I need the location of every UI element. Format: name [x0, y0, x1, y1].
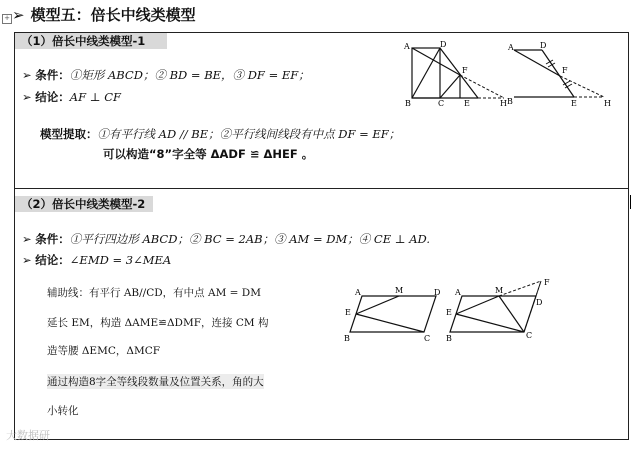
section1-extract [40, 126, 400, 142]
fig2-label-h: H [604, 99, 611, 108]
figure-1-diagram [400, 40, 510, 108]
arrow-bullet-icon: ➢ [22, 68, 32, 82]
extract-text: ①有平行线 AD // BE；②平行线间线段有中点 DF = EF； [97, 127, 401, 141]
fig1-label-h: H [500, 99, 507, 108]
watermark: 大数据研 [6, 429, 50, 442]
fig1-label-a: A [404, 42, 410, 51]
extract-label: 模型提取： [40, 127, 98, 141]
fig2-label-d: D [540, 41, 547, 50]
fig2-label-f: F [562, 66, 568, 75]
title-text: 模型五：倍长中线类模型 [30, 6, 196, 24]
aux-line-4: 通过构造8字全等线段数量及位置关系，角的大 [47, 376, 264, 388]
fig4-label-e: E [446, 308, 452, 317]
fig3-label-c: C [424, 334, 431, 343]
figure-4-diagram [446, 275, 558, 345]
section1-condition [22, 67, 310, 83]
condition-label: 条件： [35, 232, 70, 246]
fig4-label-b: B [446, 334, 452, 343]
fig1-label-b: B [405, 99, 411, 108]
condition-text: ①平行四边形 ABCD；② BC = 2AB；③ AM = DM；④ CE ⊥ AD. [69, 232, 431, 246]
section-divider [14, 188, 629, 189]
fig4-label-f: F [544, 278, 550, 287]
page-title [12, 4, 196, 25]
fig2-label-e: E [571, 99, 577, 108]
aux-line-3: 造等腰 ΔEMC，ΔMCF [47, 345, 161, 357]
text-cursor [630, 195, 631, 209]
figure-3-diagram [340, 280, 448, 346]
section1-extract-2: 可以构造“8”字全等 ΔADF ≌ ΔHEF 。 [103, 147, 314, 161]
fig1-label-f: F [462, 66, 468, 75]
aux-line-2: 延长 EM，构造 ΔAME≌ΔDMF，连接 CM 构 [47, 317, 269, 329]
fig3-label-a: A [355, 288, 361, 297]
fig4-label-d: D [536, 298, 543, 307]
fig1-label-e: E [464, 99, 470, 108]
fig1-label-c: C [438, 99, 445, 108]
conclusion-label: 结论： [35, 90, 70, 104]
fig4-label-c: C [526, 331, 533, 340]
arrow-bullet-icon: ➢ [12, 6, 25, 24]
conclusion-text: AF ⊥ CF [69, 90, 121, 104]
section2-condition [22, 231, 430, 247]
fig3-label-m: M [395, 286, 404, 295]
aux-line-1: 辅助线：有平行 AB//CD，有中点 AM = DM [47, 287, 261, 299]
arrow-bullet-icon: ➢ [22, 90, 32, 104]
arrow-bullet-icon: ➢ [22, 232, 32, 246]
fig3-label-b: B [344, 334, 350, 343]
section1-header: （1）倍长中线类模型-1 [15, 33, 167, 49]
conclusion-label: 结论： [35, 253, 70, 267]
figure-2-diagram [504, 40, 616, 108]
condition-text: ①矩形 ABCD；② BD = BE，③ DF = EF； [69, 68, 310, 82]
fig4-label-m: M [495, 286, 504, 295]
condition-label: 条件： [35, 68, 70, 82]
fig3-label-d: D [434, 288, 441, 297]
section1-conclusion [22, 89, 121, 105]
conclusion-text: ∠EMD = 3∠MEA [69, 253, 172, 267]
fig2-label-b: B [507, 97, 513, 106]
fig1-label-d: D [440, 40, 447, 49]
fig2-label-a: A [508, 43, 514, 52]
table-move-handle-icon[interactable]: + [2, 14, 12, 24]
arrow-bullet-icon: ➢ [22, 253, 32, 267]
section2-conclusion [22, 252, 171, 268]
fig4-label-a: A [455, 288, 461, 297]
aux-line-5: 小转化 [47, 405, 79, 417]
fig3-label-e: E [345, 308, 351, 317]
section2-header: （2）倍长中线类模型-2 [15, 196, 153, 212]
